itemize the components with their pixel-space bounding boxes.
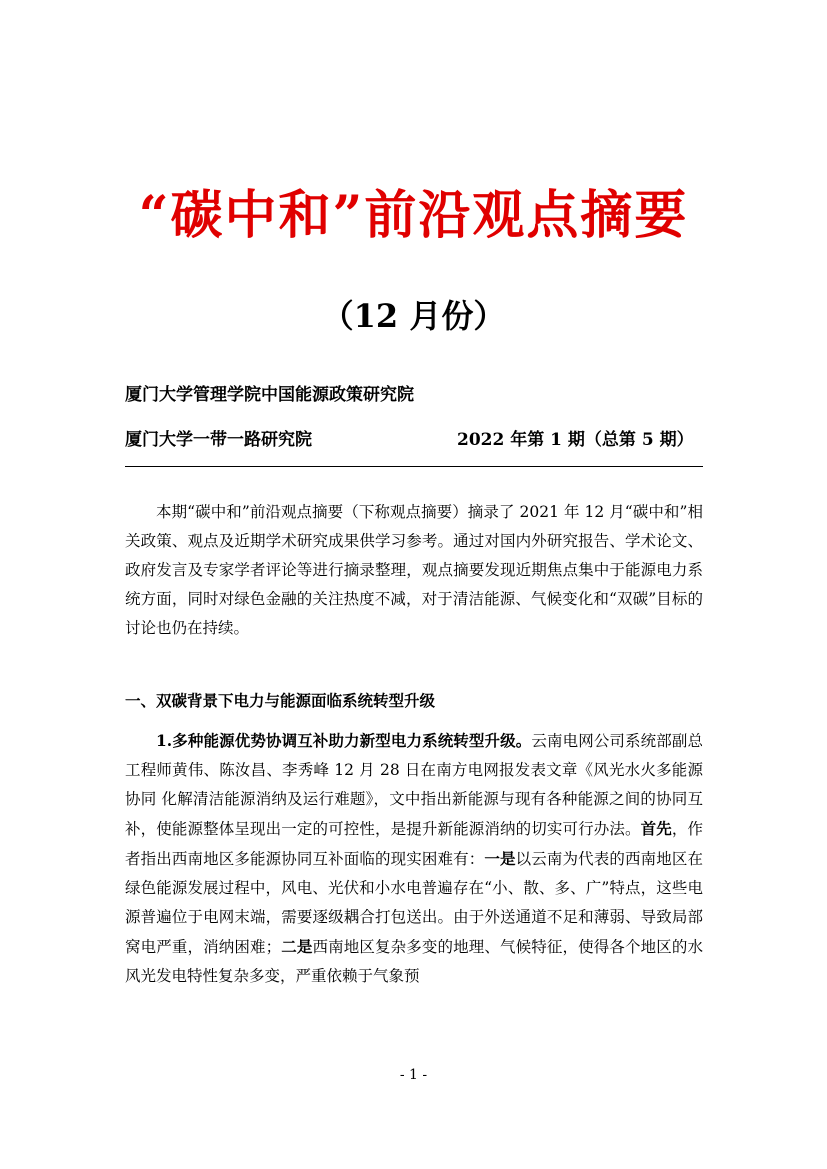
body-paragraph: [125, 726, 703, 991]
issue-number: 2022 年第 1 期（总第 5 期）: [457, 430, 694, 450]
keyword-first: 首先: [640, 819, 672, 838]
org-name-2: 厦门大学一带一路研究院: [125, 430, 312, 450]
org-line-2: [125, 432, 705, 449]
keyword-two: 二是: [281, 937, 313, 956]
org-name-1: 厦门大学管理学院中国能源政策研究院: [125, 385, 414, 405]
org-line-1: [125, 387, 705, 404]
keyword-one: 一是: [484, 849, 516, 868]
item-lead: 1.多种能源优势协调互补助力新型电力系统转型升级。: [156, 731, 532, 750]
header-divider: [125, 466, 703, 467]
section-heading: 一、双碳背景下电力与能源面临系统转型升级: [125, 691, 436, 710]
intro-paragraph: 本期“碳中和”前沿观点摘要（下称观点摘要）摘录了 2021 年 12 月“碳中和”相关政策、观点及近期学术研究成果供学习参考。通过对国内外研究报告、学术论文、政府发言及专家学者评论等进行摘录整理，观点摘要发现近期焦点集中于能源电力系统方面，同时对绿色金融的关注热度不减，对于清洁能源、气候变化和“双碳”目标的讨论也仍在持续。: [125, 503, 703, 637]
body-text-2: ，作者指出西南地区多能源协同互补面临的现实困难有：: [125, 820, 703, 868]
page-number: - 1 -: [399, 1067, 428, 1083]
document-subtitle: （12 月份）: [321, 297, 506, 335]
body-text-3: 以云南为代表的西南地区在绿色能源发展过程中，风电、光伏和小水电普遍存在“小、散、多、广”特点，这些电源普遍位于电网末端，需要逐级耦合打包送出。由于外送通道不足和薄弱、导致局部窝电严重，消纳困难；: [125, 850, 703, 956]
body-text-4: 西南地区复杂多变的地理、气候特征，使得各个地区的水风光发电特性复杂多变，严重依赖于气象预: [125, 938, 703, 985]
document-title: “碳中和”前沿观点摘要: [138, 185, 689, 246]
body-text-1: 云南电网公司系统部副总工程师黄伟、陈汝昌、李秀峰 12 月 28 日在南方电网报发表文章《风光水火多能源协同 化解清洁能源消纳及运行难题》，文中指出新能源与现有各种能源之间的协同互补，使能源整体呈现出一定的可控性，是提升新能源消纳的切实可行办法。: [125, 732, 703, 838]
